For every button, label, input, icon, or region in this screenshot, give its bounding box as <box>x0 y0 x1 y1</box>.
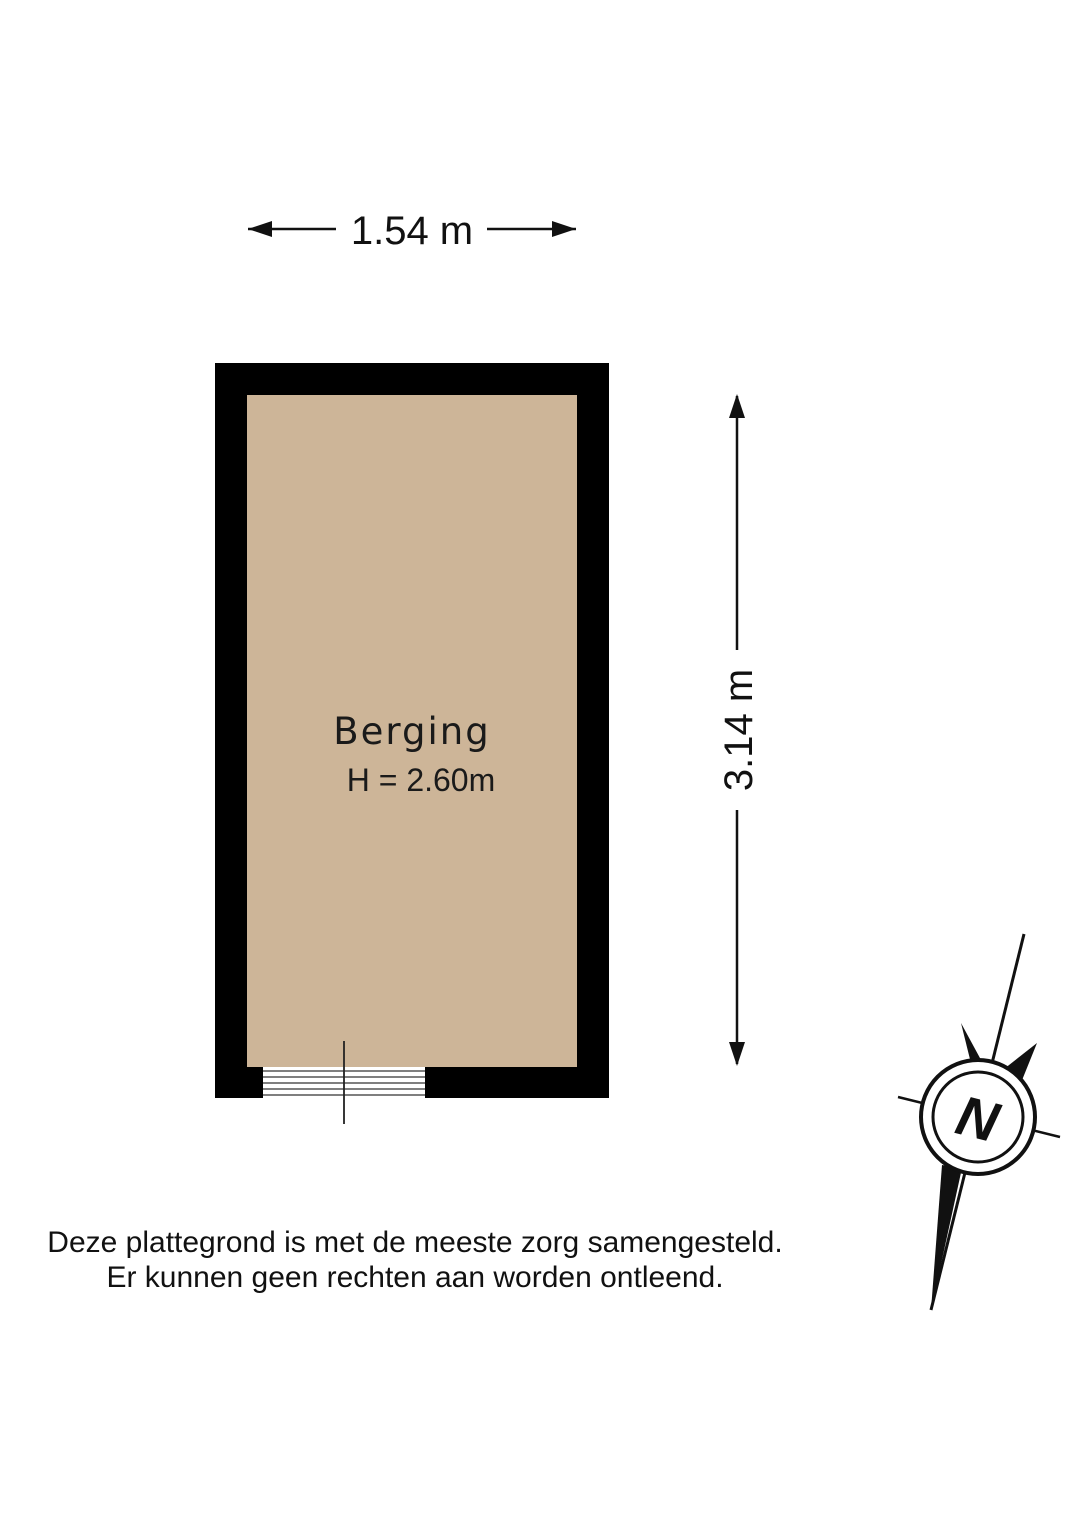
room-name: Berging <box>333 710 491 753</box>
width-dimension <box>248 209 576 253</box>
room-berging <box>215 363 609 1124</box>
compass-rose <box>898 934 1060 1310</box>
depth-label: 3.14 m <box>717 668 761 792</box>
width-arrowhead-right <box>552 221 576 237</box>
disclaimer-line-1: Deze plattegrond is met de meeste zorg samengesteld. <box>47 1226 783 1259</box>
depth-arrowhead-bottom <box>729 1042 745 1066</box>
width-arrowhead-left <box>248 221 272 237</box>
width-label: 1.54 m <box>350 209 474 253</box>
depth-arrowhead-top <box>729 394 745 418</box>
compass-south-point <box>931 1165 962 1310</box>
depth-dimension <box>717 394 761 1066</box>
compass-north-letter: N <box>950 1082 1005 1154</box>
room-height: H = 2.60m <box>346 762 496 798</box>
disclaimer-line-2: Er kunnen geen rechten aan worden ontleend. <box>106 1261 724 1294</box>
